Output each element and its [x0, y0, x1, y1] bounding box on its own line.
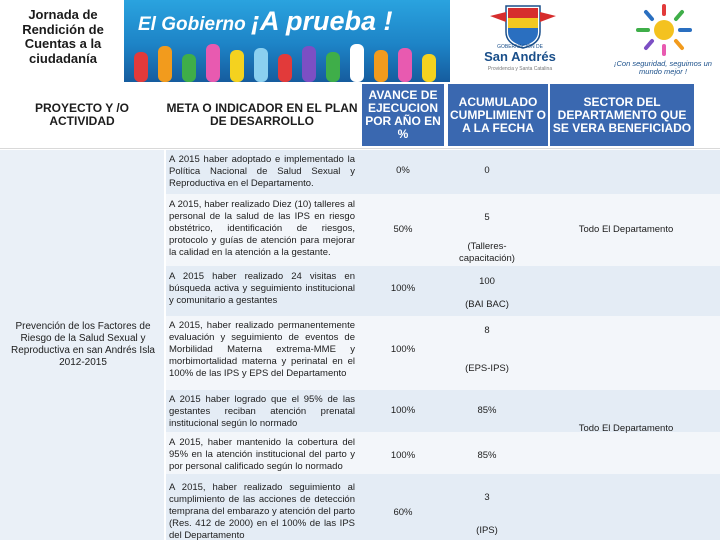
cumulative-value: 0 [484, 165, 490, 176]
goal-text: A 2015, haber realizado seguimiento al cumplimiento de las acciones de detección temprana del embarazo y atención del parto (Res. 412 de 2000) en el 100% de las IPS del Departamento [169, 482, 355, 541]
goal-text: A 2015 haber realizado 24 visitas en búsqueda activa y seguimiento institucional y comunitario a gestantes [169, 271, 355, 306]
progress-value: 100% [390, 405, 416, 416]
header-progress: AVANCE DE EJECUCION POR AÑO EN % [362, 84, 444, 146]
progress-value: 100% [390, 344, 416, 355]
header-project: PROYECTO Y /O ACTIVIDAD [6, 84, 158, 146]
slogan: ¡Con seguridad, seguimos un mundo mejor ! [614, 59, 712, 76]
header-banner [0, 0, 720, 84]
event-title: Jornada de Rendición de Cuentas a la ciudadanía [22, 7, 104, 66]
header-cumulative: ACUMULADO CUMPLIMIENT O A LA FECHA [448, 84, 548, 146]
cumulative-value: 5 [484, 212, 490, 223]
header-goal: META O INDICADOR EN EL PLAN DE DESARROLLO [166, 84, 358, 146]
goal-text: A 2015, haber mantenido la cobertura del 95% en la atención institucional del parto y por personal calificado según lo normado [169, 437, 355, 472]
goal-text: A 2015 haber adoptado e implementado la Política Nacional de Salud Sexual y Reproductiva en el Departamento. [169, 154, 355, 189]
raised-hands-icon [124, 40, 450, 82]
sun-logo-icon [612, 2, 716, 62]
cumulative-value: 100 [479, 276, 495, 287]
progress-value: 0% [396, 165, 410, 176]
cumulative-note: (EPS-IPS) [465, 363, 509, 374]
project-name: Prevención de los Factores de Riesgo de la Salud Sexual y Reproductiva en san Andrés Isla 2012-2015 [11, 321, 155, 368]
campaign-title [138, 6, 392, 37]
sector-label: Todo El Departamento [578, 224, 674, 235]
cumulative-value: 3 [484, 492, 490, 503]
cumulative-value: 8 [484, 325, 490, 336]
cumulative-value: 85% [477, 405, 497, 416]
progress-value: 100% [390, 283, 416, 294]
goal-text: A 2015, haber realizado permanentemente evaluación y seguimiento de eventos de Morbilidad Materna extrema-MME y morbimortalidad materna y perinatal en el 100% de las IPS y EPS del Departamento [169, 320, 355, 379]
goal-text: A 2015 haber logrado que el 95% de las gestantes reciban atención prenatal institucional según lo normado [169, 394, 355, 429]
header-divider [0, 148, 720, 149]
progress-value: 60% [393, 507, 413, 518]
progress-value: 50% [393, 224, 413, 235]
campaign-banner [124, 0, 450, 82]
cumulative-note: (BAI BAC) [465, 299, 509, 310]
progress-value: 100% [390, 450, 416, 461]
accountability-table [0, 84, 720, 540]
event-logo [4, 2, 120, 80]
gov-small-label: GOBERNACIÓN DE [497, 44, 543, 50]
cumulative-note: (IPS) [476, 525, 498, 536]
gov-subtitle: Providencia y Santa Catalina [487, 66, 553, 72]
campaign-prefix: El Gobierno [138, 14, 246, 35]
sector-label: Todo El Departamento [578, 423, 674, 434]
goal-text: A 2015, haber realizado Diez (10) talleres al personal de la salud de las IPS en riesgo obstétrico, identificación de riesgos, protocolo y guías de atención para mejorar la calidad en la atención a la gestante. [169, 199, 355, 258]
campaign-main: ¡A prueba ! [250, 6, 393, 36]
cumulative-note: (Talleres-capacitación) [459, 241, 515, 264]
cumulative-value: 85% [477, 450, 497, 461]
header-sector: SECTOR DEL DEPARTAMENTO QUE SE VERA BENEFICIADO [550, 84, 694, 146]
gov-name: San Andrés [484, 49, 556, 64]
